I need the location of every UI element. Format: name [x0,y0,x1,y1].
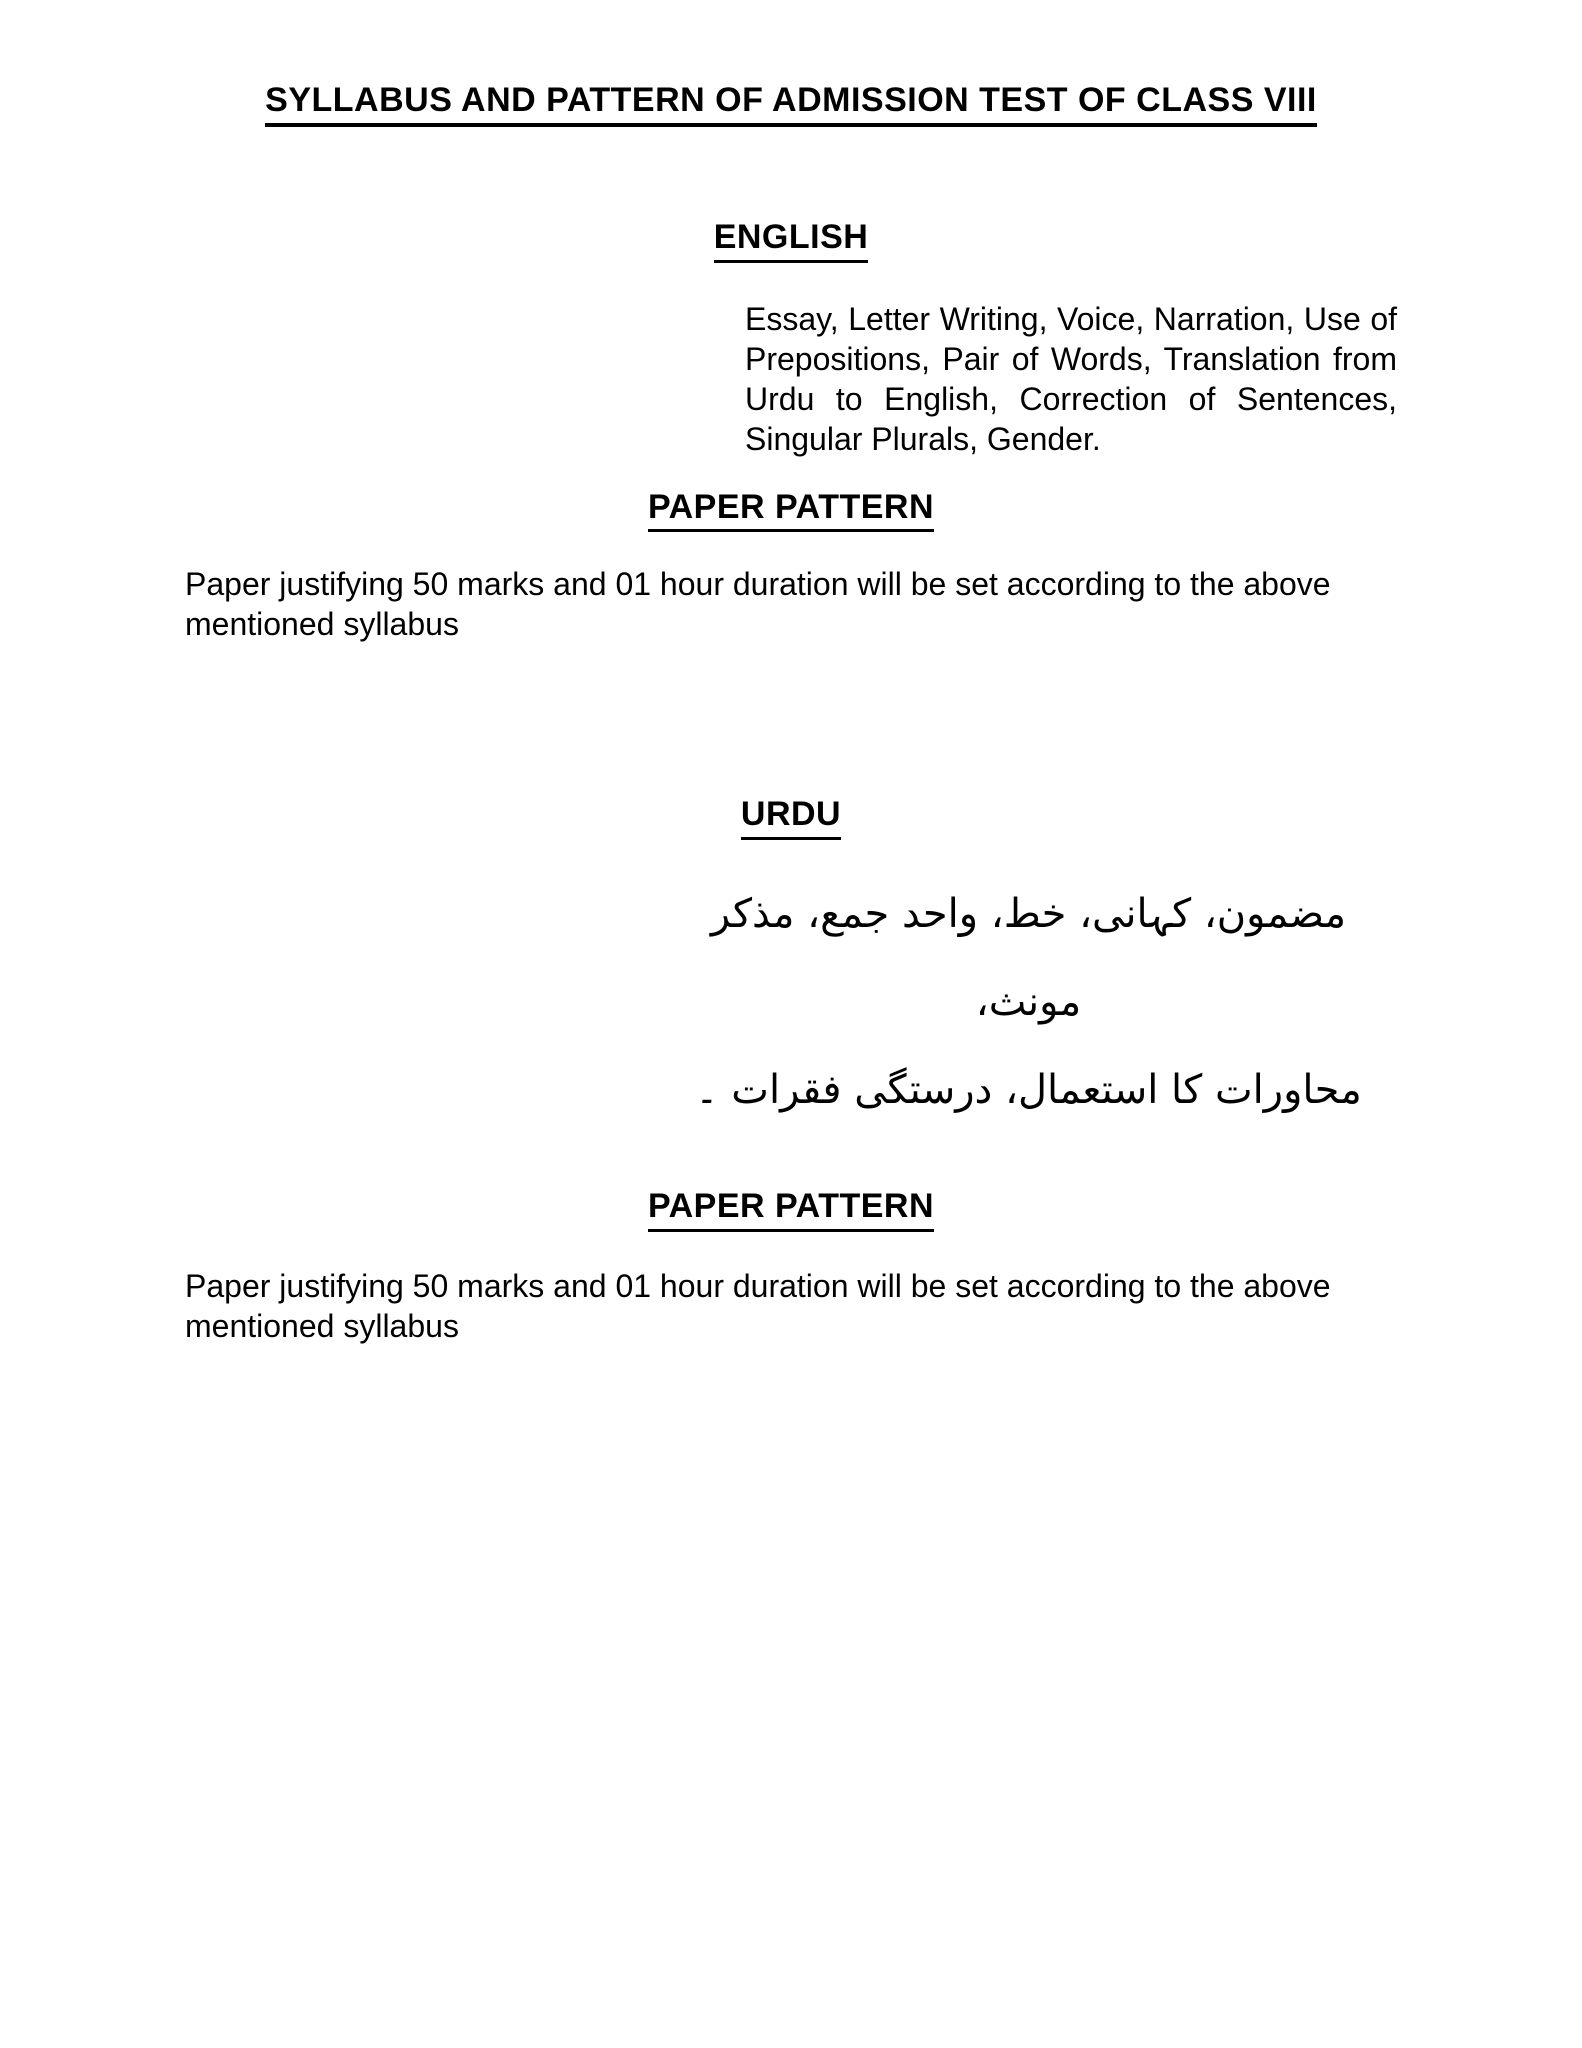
english-syllabus-paragraph: Essay, Letter Writing, Voice, Narration, Use of Prepositions, Pair of Words, Translation from Urdu to English, Correction of Sentences, Singular Plurals, Gender. [745,300,1397,457]
urdu-syllabus-block [660,870,1397,1134]
document-content [185,0,1397,1346]
urdu-paper-pattern-paragraph: Paper justifying 50 marks and 01 hour duration will be set according to the above mentioned syllabus [185,1267,1331,1344]
urdu-syllabus-line-2: محاورات کا استعمال، درستگی فقرات ۔ [695,1067,1362,1114]
document-title [185,0,1397,127]
english-paper-pattern-heading-text: PAPER PATTERN [648,487,934,533]
urdu-paper-pattern-heading [185,1186,1397,1232]
urdu-paper-pattern-heading-text: PAPER PATTERN [648,1186,934,1232]
document-title-text: SYLLABUS AND PATTERN OF ADMISSION TEST OF CLASS VIII [265,80,1317,127]
english-section-heading-text: ENGLISH [714,217,869,263]
english-section-heading [185,217,1397,263]
urdu-syllabus-line-1: مضمون، کہانی، خط، واحد جمع، مذکر مونث، [710,891,1347,1026]
english-paper-pattern-paragraph: Paper justifying 50 marks and 01 hour duration will be set according to the above mentioned syllabus [185,566,1331,643]
urdu-section-heading [185,794,1397,840]
english-paper-pattern-heading [185,487,1397,533]
urdu-section-heading-text: URDU [741,794,841,840]
